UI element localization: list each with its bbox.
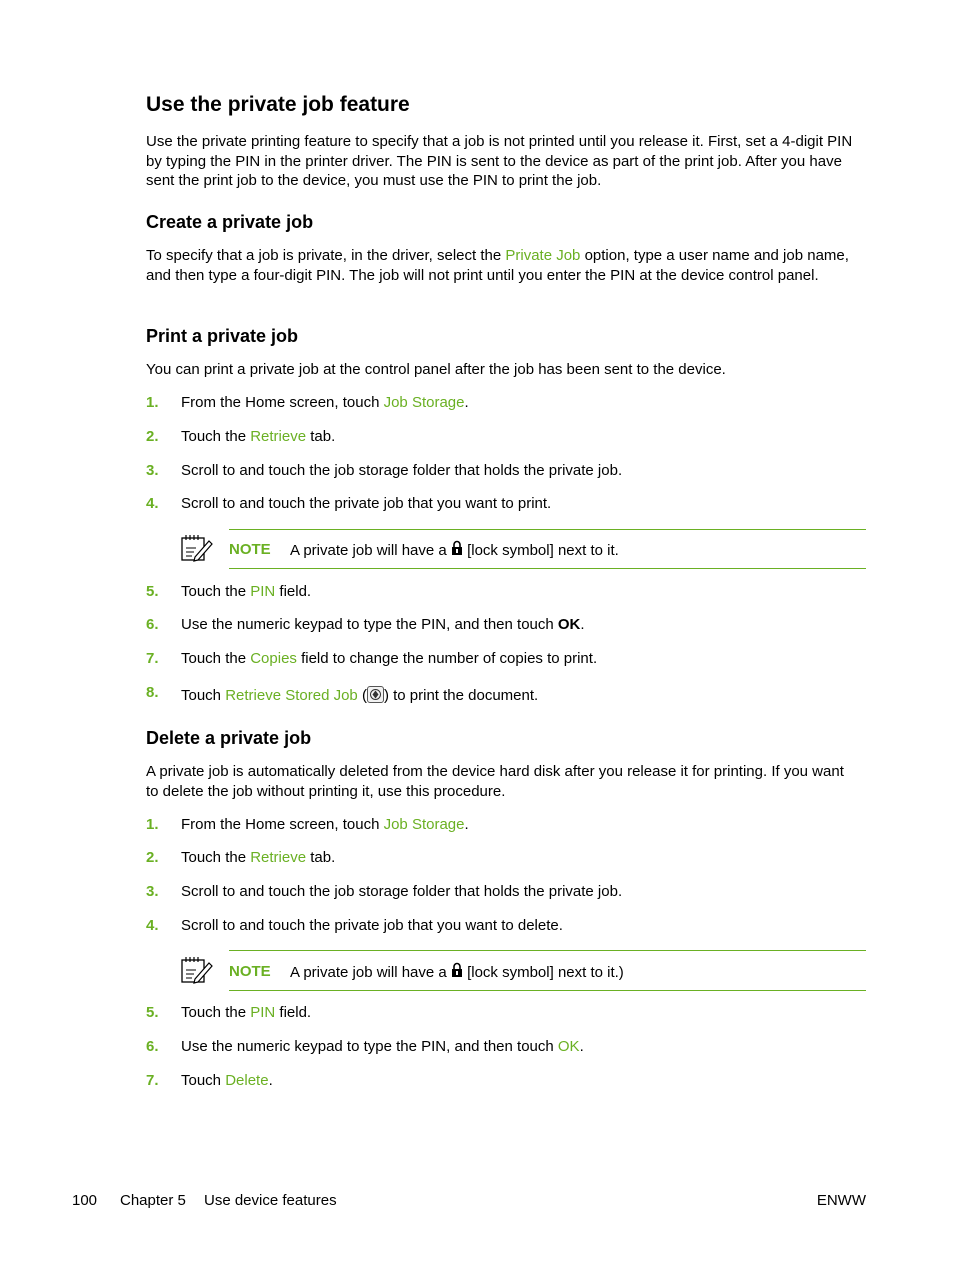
print-step-8: 8. Touch Retrieve Stored Job ( ) to print the document. [146, 684, 539, 704]
footer-right: ENWW [816, 1192, 866, 1209]
delete-heading: Delete a private job [146, 728, 312, 748]
intro-paragraph: Use the private printing feature to specify that a job is not printed until you release it. First, set a 4-digit PIN by typing the PIN in the printer driver. The PIN is sent to the device as part of the print job. After you have sent the print job to the device, you must use the PIN to print the job. [146, 133, 853, 189]
lock-icon [451, 540, 463, 556]
footer-chapter: Chapter 5 [120, 1192, 186, 1209]
print-step-2: 2. Touch the Retrieve tab. [146, 428, 336, 445]
retrieve-stored-job-icon[interactable] [367, 686, 384, 703]
note-icon [180, 954, 214, 984]
delete-step-3: 3. Scroll to and touch the job storage folder that holds the private job. [146, 883, 623, 900]
retrieve-tab-link[interactable]: Retrieve [250, 428, 307, 445]
job-storage-link[interactable]: Job Storage [383, 394, 465, 411]
print-step-7: 7. Touch the Copies field to change the number of copies to print. [146, 650, 598, 667]
note-icon [180, 532, 214, 562]
print-step-4: 4. Scroll to and touch the private job that you want to print. [146, 495, 552, 512]
delete-step-2: 2. Touch the Retrieve tab. [146, 849, 336, 866]
private-job-link[interactable]: Private Job [505, 247, 581, 264]
copies-field-link[interactable]: Copies [250, 650, 297, 667]
page-title: Use the private job feature [146, 93, 410, 116]
delete-link[interactable]: Delete [225, 1072, 269, 1089]
retrieve-tab-link[interactable]: Retrieve [250, 849, 307, 866]
delete-step-7: 7. Touch Delete. [146, 1072, 273, 1089]
print-intro: You can print a private job at the control panel after the job has been sent to the device. [146, 361, 726, 378]
delete-step-5: 5. Touch the PIN field. [146, 1004, 312, 1021]
print-step-3: 3. Scroll to and touch the job storage folder that holds the private job. [146, 462, 623, 479]
footer-page-number: 100 [72, 1192, 98, 1209]
footer-section: Use device features [204, 1192, 337, 1209]
print-step-5: 5. Touch the PIN field. [146, 583, 312, 600]
delete-step-4: 4. Scroll to and touch the private job that you want to delete. [146, 917, 563, 934]
job-storage-link[interactable]: Job Storage [383, 816, 465, 833]
delete-step-6: 6. Use the numeric keypad to type the PIN, and then touch OK. [146, 1038, 584, 1055]
pin-field-link[interactable]: PIN [250, 1004, 276, 1021]
print-step-1: 1. From the Home screen, touch Job Storage. [146, 394, 469, 411]
delete-intro: A private job is automatically deleted from the device hard disk after you release it for printing. If you want to delete the job without printing it, use this procedure. [146, 763, 844, 800]
pin-field-link[interactable]: PIN [250, 583, 276, 600]
ok-button-label: OK [557, 616, 581, 633]
print-heading: Print a private job [146, 326, 299, 346]
create-heading: Create a private job [146, 212, 314, 232]
print-note: NOTE A private job will have a [lock symbol] next to it. [229, 529, 866, 569]
lock-icon [451, 962, 463, 978]
ok-link[interactable]: OK [557, 1038, 580, 1055]
retrieve-stored-job-link[interactable]: Retrieve Stored Job [225, 687, 358, 704]
delete-step-1: 1. From the Home screen, touch Job Storage. [146, 816, 469, 833]
delete-note: NOTE A private job will have a [lock symbol] next to it.) [229, 950, 866, 991]
create-paragraph: To specify that a job is private, in the driver, select the Private Job option, type a user name and job name, and then type a four-digit PIN. The job will not print until you enter the PIN at the device control panel. [146, 247, 849, 284]
print-step-6: 6. Use the numeric keypad to type the PIN, and then touch OK. [146, 616, 585, 633]
